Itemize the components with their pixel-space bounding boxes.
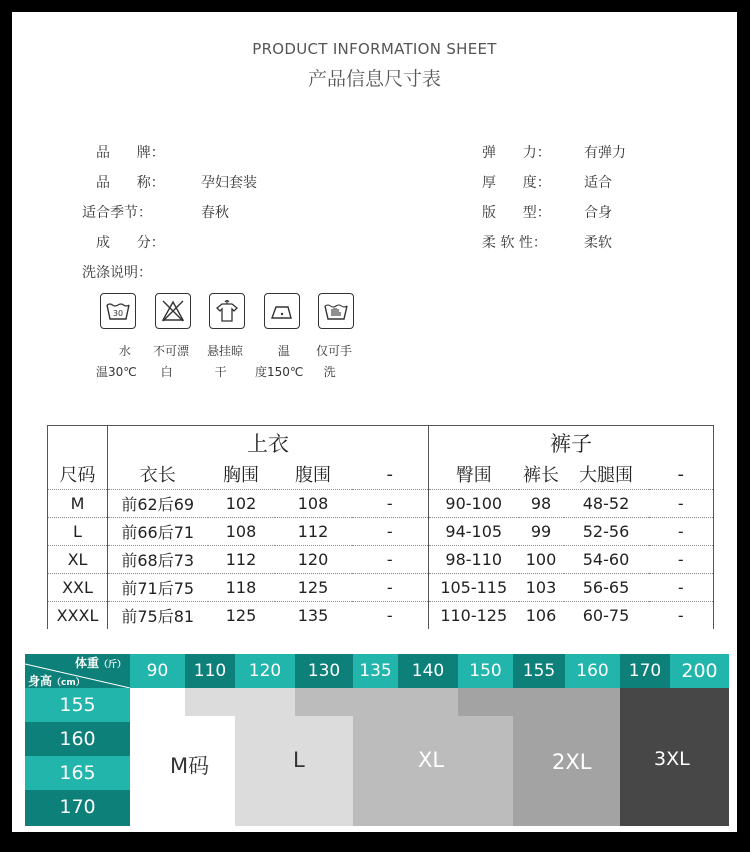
title-cn: 产品信息尺寸表 <box>307 68 441 90</box>
cell: 108 <box>208 518 275 546</box>
material-label: 成 分： <box>96 235 165 251</box>
cell: - <box>649 602 714 630</box>
col-hip: 臀围 <box>429 459 519 490</box>
col-bust: 胸围 <box>208 459 275 490</box>
cell: 94-105 <box>429 518 519 546</box>
table-corner <box>48 426 108 460</box>
cell: 90-100 <box>429 490 519 518</box>
weight-130: 130 <box>295 654 353 688</box>
height-170: 170 <box>25 790 130 826</box>
cell: 112 <box>275 518 352 546</box>
care-label-handwash: 仅可手 洗 <box>316 344 353 379</box>
care-label-iron: 温 度150℃ <box>255 344 304 379</box>
cell: 60-75 <box>582 606 630 625</box>
zone-xl-top <box>295 688 458 716</box>
hang-dry-icon <box>209 293 245 329</box>
cell: 前68后73 <box>108 546 208 574</box>
table-row-xl <box>48 546 714 574</box>
col-size: 尺码 <box>48 459 108 490</box>
weight-150: 150 <box>458 654 513 688</box>
weight-160: 160 <box>565 654 620 688</box>
cell: 54-60 <box>564 546 649 574</box>
fit-value: 合身 <box>584 205 612 221</box>
cell: 前71后75 <box>108 574 208 602</box>
cell: 112 <box>208 546 275 574</box>
weight-110: 110 <box>185 654 235 688</box>
col-dash-top: - <box>352 459 429 490</box>
table-row-m <box>48 490 714 518</box>
softness-label: 柔 软 性： <box>482 235 547 251</box>
cell: 106 <box>525 606 557 625</box>
height-165: 165 <box>25 756 130 790</box>
col-dash-pants: - <box>649 459 714 490</box>
size-recommendation-chart <box>25 654 729 826</box>
cell: L <box>48 518 108 546</box>
wash-30-icon <box>100 293 136 329</box>
cell: 105-115 <box>429 574 519 602</box>
cell: - <box>386 606 393 625</box>
group-pants-header: 裤子 <box>429 426 714 460</box>
thickness-label: 厚 度： <box>482 175 551 191</box>
cell: - <box>352 574 429 602</box>
zone-label-m: M码 <box>170 754 210 778</box>
col-length: 衣长 <box>108 459 208 490</box>
col-belly: 腹围 <box>275 459 352 490</box>
svg-text:30: 30 <box>112 309 124 318</box>
cell: - <box>649 490 714 518</box>
zone-label-2xl: 2XL <box>552 750 592 774</box>
cell: 118 <box>208 574 275 602</box>
cell: 98 <box>519 490 564 518</box>
col-pants-length: 裤长 <box>519 459 564 490</box>
weight-120: 120 <box>235 654 295 688</box>
cell: 100 <box>519 546 564 574</box>
cell: 99 <box>519 518 564 546</box>
name-label: 品 称： <box>96 175 165 191</box>
washing-label: 洗涤说明： <box>82 265 152 281</box>
cell: 前62后69 <box>108 490 208 518</box>
weight-155: 155 <box>513 654 565 688</box>
cell: - <box>649 574 714 602</box>
zone-label-xl: XL <box>418 748 445 772</box>
corner-weight: 体重（斤） <box>74 656 126 670</box>
cell: 135 <box>297 606 329 625</box>
weight-200: 200 <box>670 654 729 688</box>
cell: XL <box>48 546 108 574</box>
cell: XXL <box>48 574 108 602</box>
product-info-sheet <box>12 12 737 832</box>
weight-135: 135 <box>353 654 398 688</box>
chart-corner <box>25 654 130 688</box>
height-155: 155 <box>25 688 130 722</box>
weight-90: 90 <box>130 654 185 688</box>
cell: 125 <box>275 574 352 602</box>
season-value: 春秋 <box>201 205 229 221</box>
no-bleach-icon <box>155 293 191 329</box>
care-label-dry: 悬挂晾 干 <box>207 344 244 379</box>
title-en: PRODUCT INFORMATION SHEET <box>252 40 497 58</box>
cell: 108 <box>275 490 352 518</box>
cell: 48-52 <box>564 490 649 518</box>
cell: - <box>352 490 429 518</box>
cell: - <box>352 518 429 546</box>
cell: 125 <box>225 606 257 625</box>
cell: 98-110 <box>429 546 519 574</box>
col-thigh: 大腿围 <box>564 459 649 490</box>
cell: 103 <box>519 574 564 602</box>
softness-value: 柔软 <box>584 235 612 251</box>
zone-label-3xl: 3XL <box>654 748 690 770</box>
cell: M <box>48 490 108 518</box>
season-label: 适合季节： <box>82 205 152 221</box>
cell: 前66后71 <box>108 518 208 546</box>
thickness-value: 适合 <box>584 175 612 191</box>
zone-2xl-top <box>458 688 620 716</box>
cell: - <box>649 518 714 546</box>
cell: 110-125 <box>429 602 519 630</box>
group-top-header: 上衣 <box>108 426 429 460</box>
height-160: 160 <box>25 722 130 756</box>
fit-label: 版 型： <box>482 205 551 221</box>
elasticity-value: 有弹力 <box>584 145 626 161</box>
cell: 前75后81 <box>108 602 208 630</box>
cell: 120 <box>275 546 352 574</box>
table-row-xxxl <box>48 602 714 630</box>
corner-height: 身高（cm） <box>28 674 85 688</box>
zone-l-top <box>185 688 295 716</box>
table-row-xxl <box>48 574 714 602</box>
name-value: 孕妇套装 <box>201 175 257 191</box>
weight-140: 140 <box>398 654 458 688</box>
cell: - <box>352 546 429 574</box>
hand-wash-icon <box>318 293 354 329</box>
iron-low-icon <box>264 293 300 329</box>
size-table <box>47 425 714 629</box>
brand-label: 品 牌： <box>96 145 165 161</box>
elasticity-label: 弹 力： <box>482 145 551 161</box>
cell: 56-65 <box>564 574 649 602</box>
zone-label-l: L <box>293 748 305 772</box>
cell: XXXL <box>48 602 108 630</box>
cell: 52-56 <box>564 518 649 546</box>
weight-170: 170 <box>620 654 670 688</box>
care-label-bleach: 不可漂 白 <box>153 344 190 379</box>
table-row-l <box>48 518 714 546</box>
cell: 102 <box>208 490 275 518</box>
cell: - <box>649 546 714 574</box>
care-label-wash: 水 温30℃ <box>96 344 137 379</box>
